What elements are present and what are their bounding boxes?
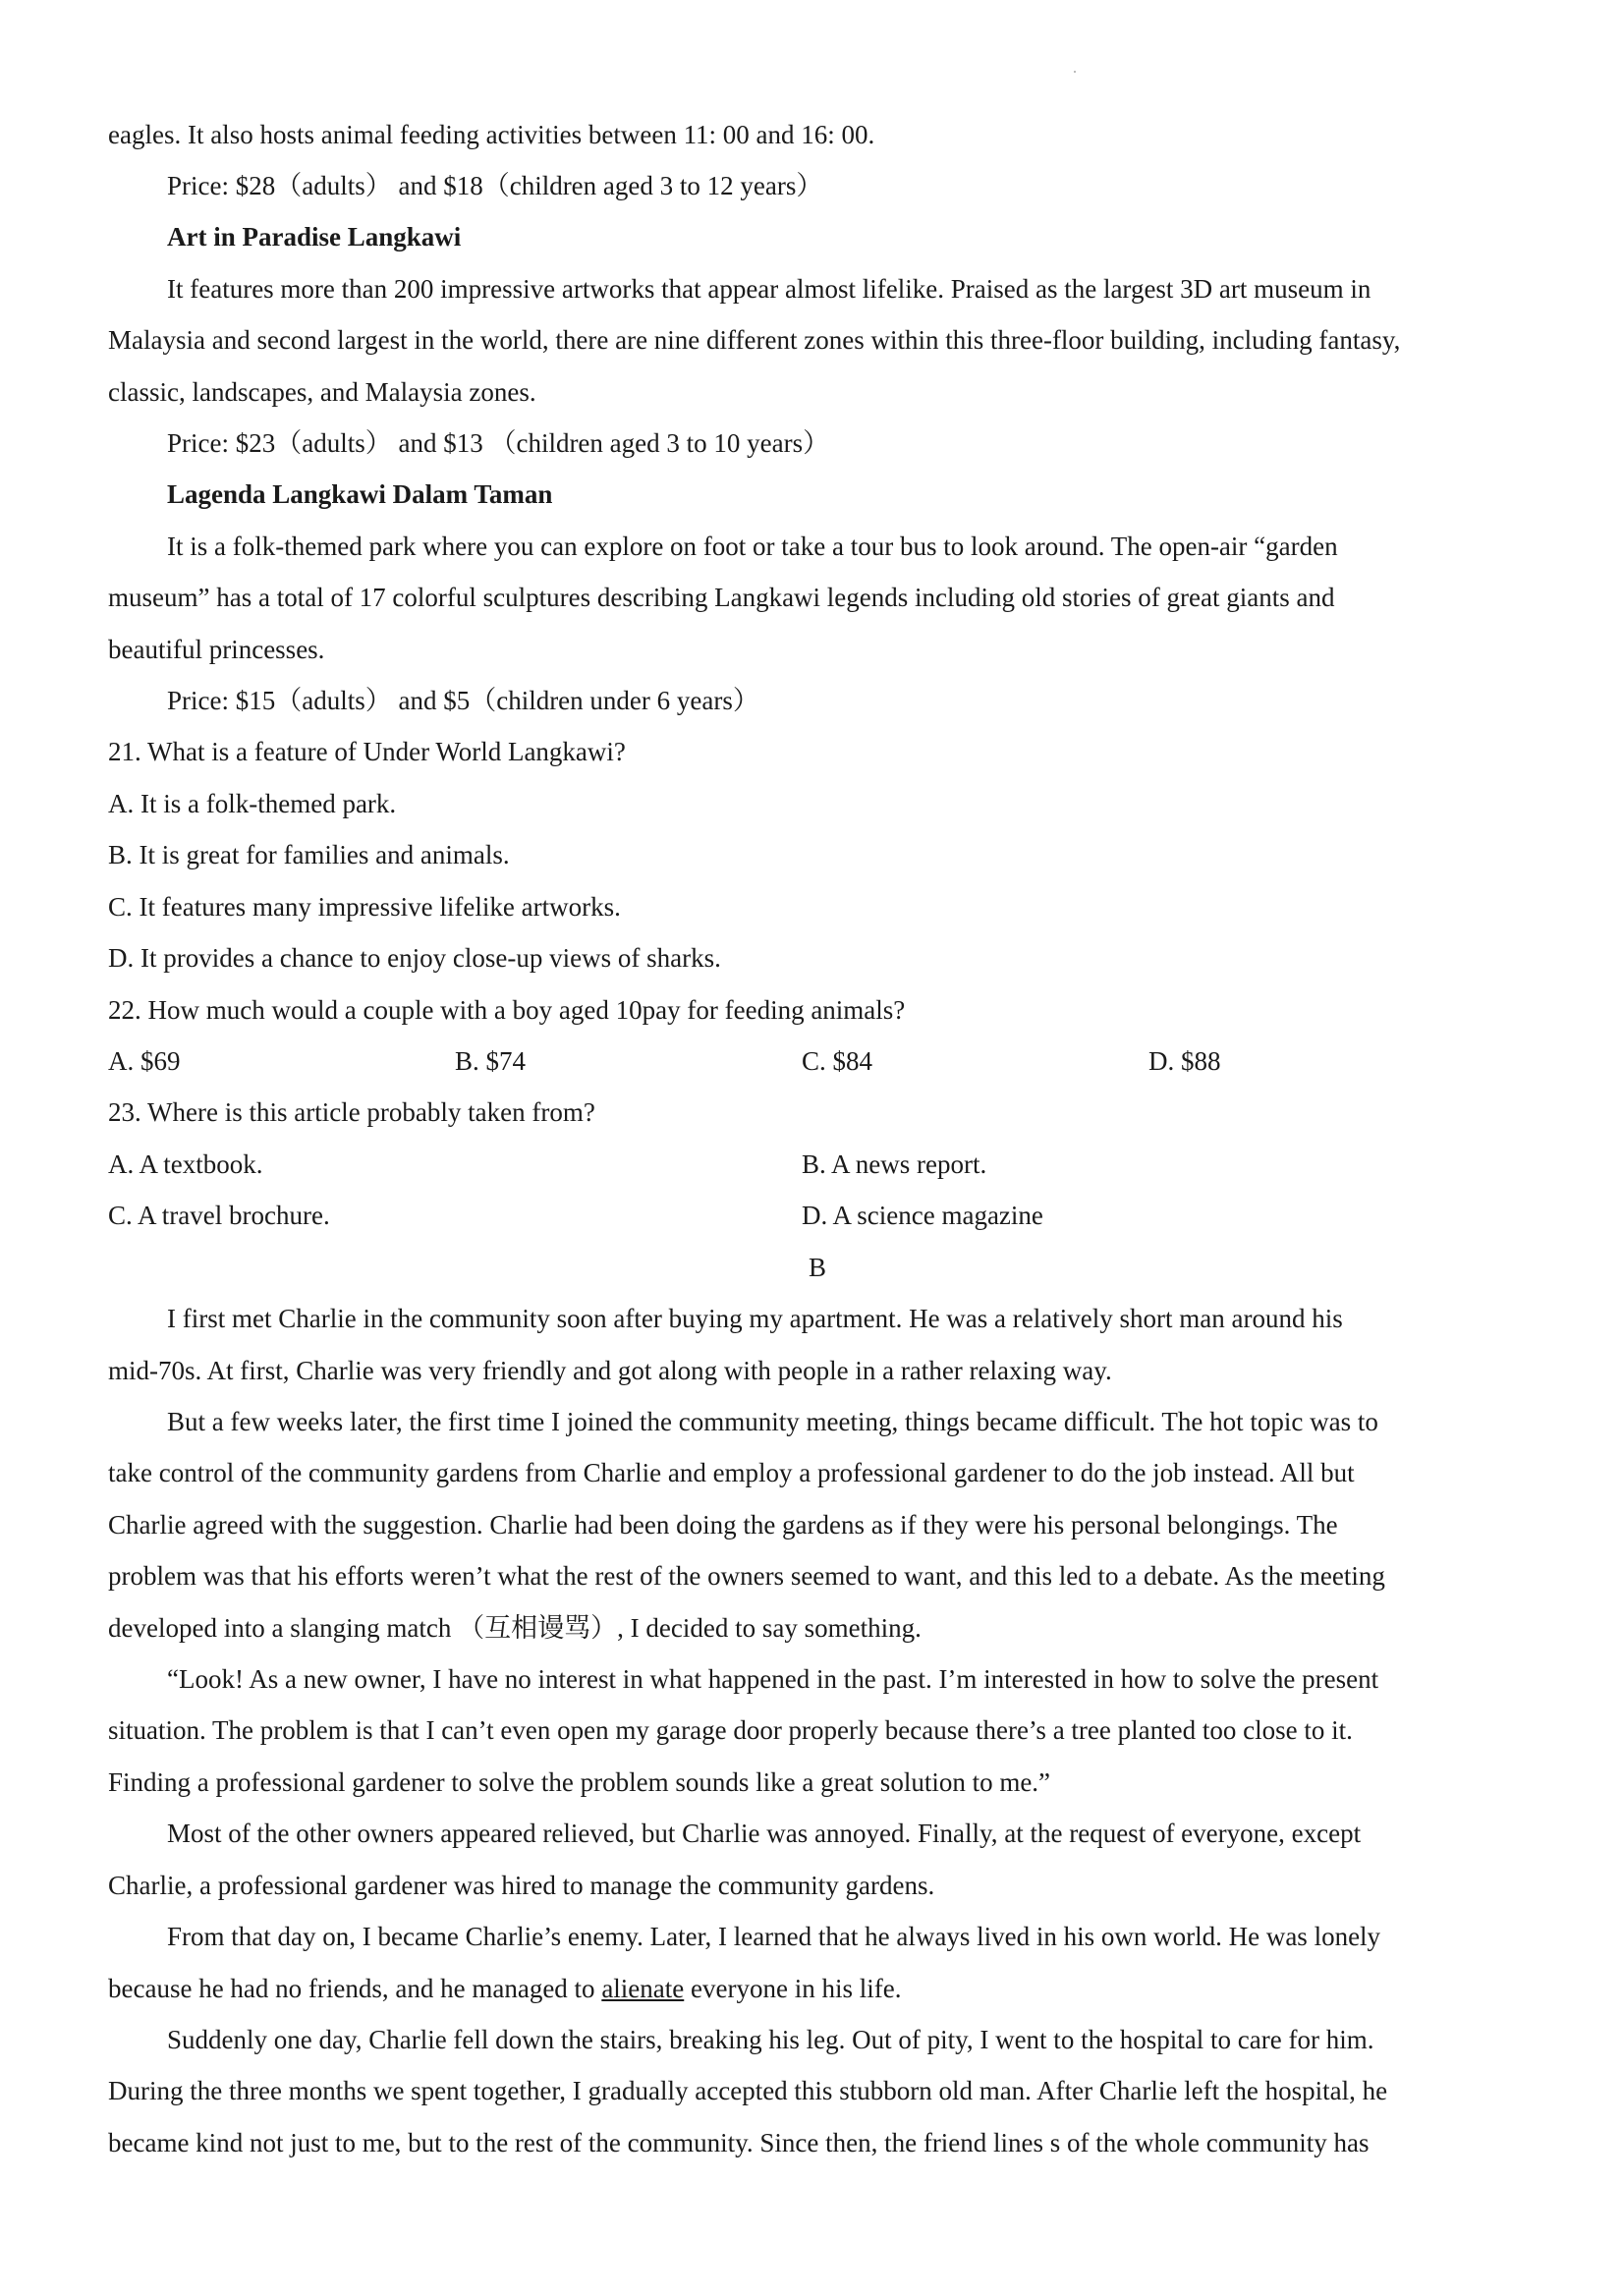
section-heading: Lagenda Langkawi Dalam Taman (167, 479, 553, 509)
paragraph-line: became kind not just to me, but to the rest of the community. Since then, the friend lines s of the whole community has (108, 2128, 1370, 2157)
answer-option: B. It is great for families and animals. (108, 840, 510, 869)
paragraph-line: Charlie agreed with the suggestion. Charlie had been doing the gardens as if they were his personal belongings. The (108, 1510, 1338, 1540)
paragraph-line: Most of the other owners appeared relieved, but Charlie was annoyed. Finally, at the request of everyone, except (167, 1819, 1362, 1848)
answer-option: A. $69 (108, 1046, 181, 1076)
paragraph-line: take control of the community gardens from Charlie and employ a professional gardener to do the job instead. All but (108, 1458, 1355, 1487)
scan-speck (1074, 71, 1076, 73)
continued-paragraph: eagles. It also hosts animal feeding activities between 11: 00 and 16: 00. (108, 120, 875, 149)
text-segment: everyone in his life. (684, 1974, 902, 2003)
paragraph-line: situation. The problem is that I can’t even open my garage door properly because there’s a tree planted too close to it. (108, 1715, 1353, 1745)
paragraph-line (108, 1972, 901, 2005)
paragraph-line: museum” has a total of 17 colorful sculptures describing Langkawi legends including old stories of great giants and (108, 583, 1335, 612)
answer-option: D. It provides a chance to enjoy close-up views of sharks. (108, 943, 721, 973)
paragraph-line: But a few weeks later, the first time I joined the community meeting, things became difficult. The hot topic was to (167, 1407, 1378, 1436)
price-line: Price: $23（adults） and $13 （children aged 3 to 10 years） (167, 428, 830, 458)
paragraph-line: From that day on, I became Charlie’s enemy. Later, I learned that he always lived in his own world. He was lonely (167, 1922, 1381, 1951)
answer-option: B. A news report. (802, 1149, 987, 1179)
paragraph-line: beautiful princesses. (108, 635, 325, 664)
answer-option: A. A textbook. (108, 1149, 263, 1179)
section-heading: Art in Paradise Langkawi (167, 222, 462, 252)
paragraph-line: mid-70s. At first, Charlie was very friendly and got along with people in a rather relaxing way. (108, 1356, 1112, 1385)
paragraph-line: Finding a professional gardener to solve the problem sounds like a great solution to me.” (108, 1767, 1051, 1797)
paragraph-line: classic, landscapes, and Malaysia zones. (108, 377, 536, 407)
paragraph-line: Suddenly one day, Charlie fell down the stairs, breaking his leg. Out of pity, I went to the hospital to care for him. (167, 2025, 1374, 2054)
price-line: Price: $28（adults） and $18（children aged 3 to 12 years） (167, 171, 823, 200)
section-label: B (809, 1253, 827, 1282)
underlined-word: alienate (601, 1974, 685, 2003)
answer-option: C. $84 (802, 1046, 873, 1076)
paragraph-line: Malaysia and second largest in the world, there are nine different zones within this three-floor building, including fantasy, (108, 325, 1401, 355)
paragraph-line: developed into a slanging match （互相谩骂）, I decided to say something. (108, 1613, 922, 1643)
paragraph-line: It is a folk-themed park where you can explore on foot or take a tour bus to look around. The open-air “garden (167, 532, 1338, 561)
paragraph-line: It features more than 200 impressive artworks that appear almost lifelike. Praised as the largest 3D art museum in (167, 274, 1371, 304)
question-stem: 23. Where is this article probably taken from? (108, 1097, 595, 1127)
text-segment: because he had no friends, and he managed to (108, 1974, 602, 2003)
answer-option: C. It features many impressive lifelike artworks. (108, 892, 621, 922)
answer-option: C. A travel brochure. (108, 1201, 330, 1230)
paragraph-line: I first met Charlie in the community soon after buying my apartment. He was a relatively short man around his (167, 1304, 1343, 1333)
paragraph-line: “Look! As a new owner, I have no interest in what happened in the past. I’m interested in how to solve the present (167, 1664, 1379, 1694)
paragraph-line: problem was that his efforts weren’t what the rest of the owners seemed to want, and this led to a debate. As the meeting (108, 1561, 1385, 1591)
answer-option: D. A science magazine (802, 1201, 1043, 1230)
paragraph-line: During the three months we spent together, I gradually accepted this stubborn old man. After Charlie left the hospital, he (108, 2076, 1388, 2105)
answer-option: A. It is a folk-themed park. (108, 789, 397, 818)
price-line: Price: $15（adults） and $5（children under 6 years） (167, 686, 759, 715)
paragraph-line: Charlie, a professional gardener was hired to manage the community gardens. (108, 1871, 935, 1900)
question-stem: 22. How much would a couple with a boy aged 10pay for feeding animals? (108, 995, 906, 1025)
answer-option: D. $88 (1148, 1046, 1221, 1076)
question-stem: 21. What is a feature of Under World Langkawi? (108, 737, 626, 766)
answer-option: B. $74 (455, 1046, 527, 1076)
